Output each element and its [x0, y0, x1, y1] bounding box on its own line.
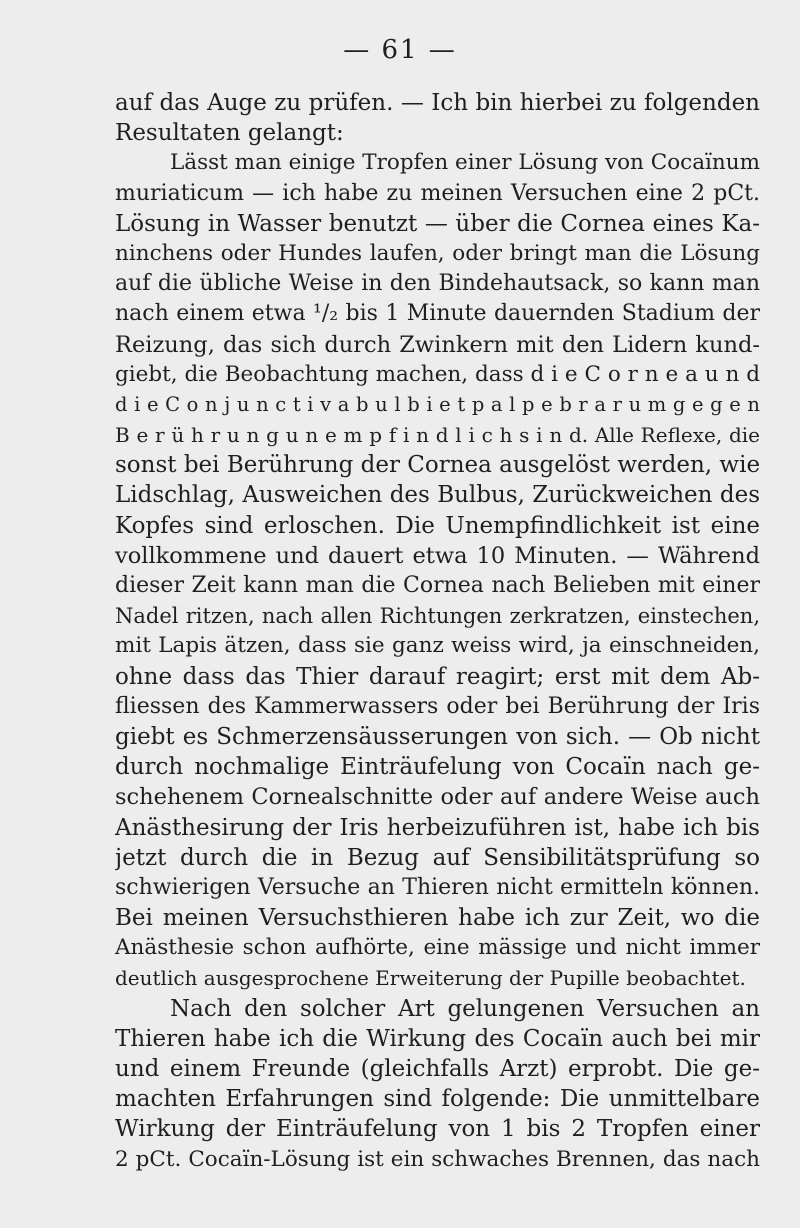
text-line: auf das Auge zu prüfen. — Ich bin hierbei zu folgenden — [115, 90, 760, 116]
text-line: Bei meinen Versuchsthieren habe ich zur Zeit, wo die — [115, 905, 760, 932]
text-line: Lässt man einige Tropfen einer Lösung von Cocaïnum — [170, 150, 760, 176]
text-line: d i e C o n j u n c t i v a b u l b i e t p a l p e b r a r u m g e g e n — [115, 392, 760, 416]
text-line: B e r ü h r u n g u n e m p f i n d l i c h s i n d. Alle Reflexe, die — [115, 423, 760, 448]
text-line: machten Erfahrungen sind folgende: Die unmittelbare — [115, 1086, 760, 1113]
text-line: nach einem etwa ¹/₂ bis 1 Minute dauernden Stadium der — [115, 301, 760, 327]
text-line: vollkommene und dauert etwa 10 Minuten. — Während — [115, 542, 760, 569]
page-number: — 61 — — [343, 35, 457, 65]
text-line: deutlich ausgesprochene Erweiterung der Pupille beobachtet. — [115, 966, 746, 991]
text-line: Lösung in Wasser benutzt — über die Cornea eines Ka- — [115, 210, 760, 237]
text-line: Anästhesie schon aufhörte, eine mässige und nicht immer — [115, 935, 760, 961]
text-line: Anästhesirung der Iris herbeizuführen ist, habe ich bis — [115, 814, 760, 841]
text-line: Wirkung der Einträufelung von 1 bis 2 Tropfen einer — [115, 1116, 760, 1143]
text-line: Lidschlag, Ausweichen des Bulbus, Zurückweichen des — [115, 482, 760, 509]
text-line: giebt, die Beobachtung machen, dass d i e C o r n e a u n d — [115, 361, 760, 387]
text-line: Nadel ritzen, nach allen Richtungen zerkratzen, einstechen, — [115, 604, 760, 629]
text-line: und einem Freunde (gleichfalls Arzt) erprobt. Die ge- — [115, 1056, 760, 1082]
text-line: jetzt durch die in Bezug auf Sensibilitätsprüfung so — [115, 844, 760, 871]
text-line: schwierigen Versuche an Thieren nicht ermitteln können. — [115, 874, 760, 900]
text-line: schehenem Cornealschnitte oder auf andere Weise auch — [115, 784, 760, 811]
text-line: 2 pCt. Cocaïn-Lösung ist ein schwaches Brennen, das nach — [115, 1146, 760, 1172]
text-line: fliessen des Kammerwassers oder bei Berührung der Iris — [115, 693, 760, 719]
text-line: ninchens oder Hundes laufen, oder bringt man die Lösung — [115, 240, 760, 266]
text-line: Reizung, das sich durch Zwinkern mit den Lidern kund- — [115, 331, 760, 358]
body-text — [115, 88, 760, 1175]
text-line: Resultaten gelangt: — [115, 120, 344, 147]
text-line: mit Lapis ätzen, dass sie ganz weiss wird, ja einschneiden, — [115, 633, 760, 659]
text-line: Thieren habe ich die Wirkung des Cocaïn auch bei mir — [115, 1025, 760, 1052]
text-line: Kopfes sind erloschen. Die Unempfindlichkeit ist eine — [115, 512, 760, 539]
text-line: ohne dass das Thier darauf reagirt; erst mit dem Ab- — [115, 663, 760, 690]
text-line: dieser Zeit kann man die Cornea nach Belieben mit einer — [115, 573, 760, 598]
text-line: sonst bei Berührung der Cornea ausgelöst werden, wie — [115, 452, 760, 479]
text-line: durch nochmalige Einträufelung von Cocaïn nach ge- — [115, 754, 760, 781]
text-line: auf die übliche Weise in den Bindehautsack, so kann man — [115, 271, 760, 297]
text-line: muriaticum — ich habe zu meinen Versuchen eine 2 pCt. — [115, 180, 760, 206]
text-line: giebt es Schmerzensäusserungen von sich. — Ob nicht — [115, 723, 760, 750]
text-line: Nach den solcher Art gelungenen Versuchen an — [170, 995, 760, 1022]
